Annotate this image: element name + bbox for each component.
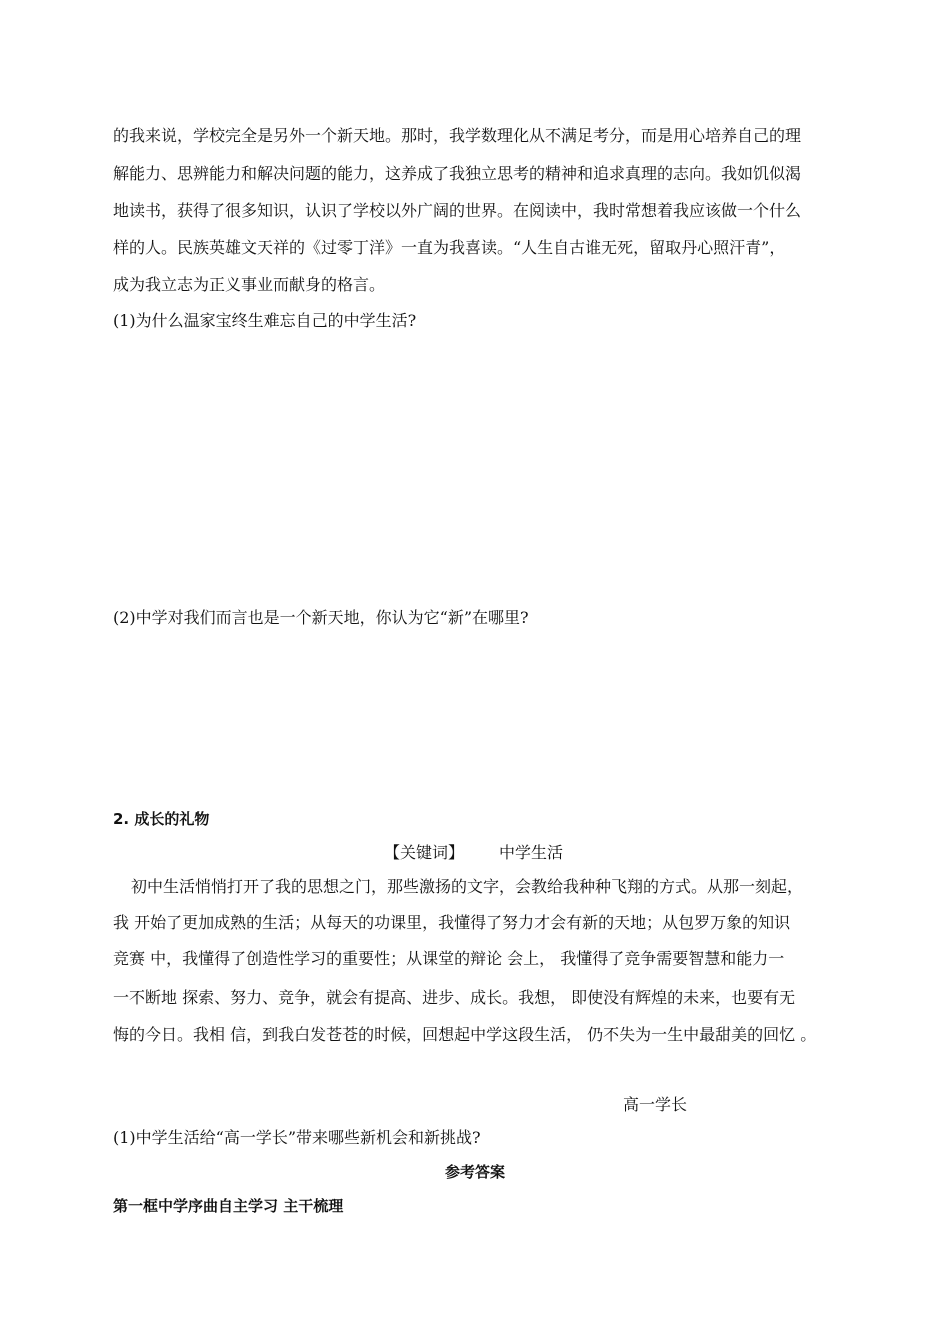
passage2-line-1: 初中生活悄悄打开了我的思想之门，那些激扬的文字，会教给我种种飞翔的方式。从那一刻起， <box>131 877 804 896</box>
answers-title: 参考答案 <box>444 1163 505 1181</box>
passage2-line-3: 竞赛 中，我懂得了创造性学习的重要性；从课堂的辩论 会上， 我懂得了竞争需要智慧和能力一 <box>113 949 785 968</box>
passage2-line-5: 悔的今日。我相 信，到我白发苍苍的时候，回想起中学这段生活， 仍不失为一生中最甜美的回忆 。 <box>113 1025 817 1044</box>
passage1-line-1: 的我来说，学校完全是另外一个新天地。那时，我学数理化从不满足考分，而是用心培养自己的理 <box>113 126 802 145</box>
passage2-line-2: 我 开始了更加成熟的生活；从每天的功课里，我懂得了努力才会有新的天地；从包罗万象的知识 <box>113 913 791 932</box>
answers-subheading: 第一框中学序曲自主学习 主干梳理 <box>113 1197 344 1215</box>
question-1-2: (2)中学对我们而言也是一个新天地，你认为它“新”在哪里? <box>113 608 529 627</box>
passage1-line-2: 解能力、思辨能力和解决问题的能力，这养成了我独立思考的精神和追求真理的志向。我如饥似渴 <box>113 164 802 183</box>
passage1-line-4: 样的人。民族英雄文天祥的《过零丁洋》一直为我喜读。“人生自古谁无死，留取丹心照汗青”， <box>113 238 786 257</box>
author-signature: 高一学长 <box>623 1095 688 1114</box>
passage1-line-3: 地读书，获得了很多知识，认识了学校以外广阔的世界。在阅读中，我时常想着我应该做一个什么 <box>113 201 802 220</box>
question-2-1: (1)中学生活给“高一学长”带来哪些新机会和新挑战? <box>113 1128 481 1147</box>
passage1-line-5: 成为我立志为正义事业而献身的格言。 <box>113 275 386 294</box>
keyword-value: 中学生活 <box>499 843 564 862</box>
passage2-line-4: 一不断地 探索、努力、竞争，就会有提高、进步、成长。我想， 即使没有辉煌的未来，也要有无 <box>113 988 796 1007</box>
keyword-label: 【关键词】 <box>384 843 465 862</box>
section-2-heading: 2. 成长的礼物 <box>113 810 210 828</box>
question-1-1: (1)为什么温家宝终生难忘自己的中学生活? <box>113 311 417 330</box>
